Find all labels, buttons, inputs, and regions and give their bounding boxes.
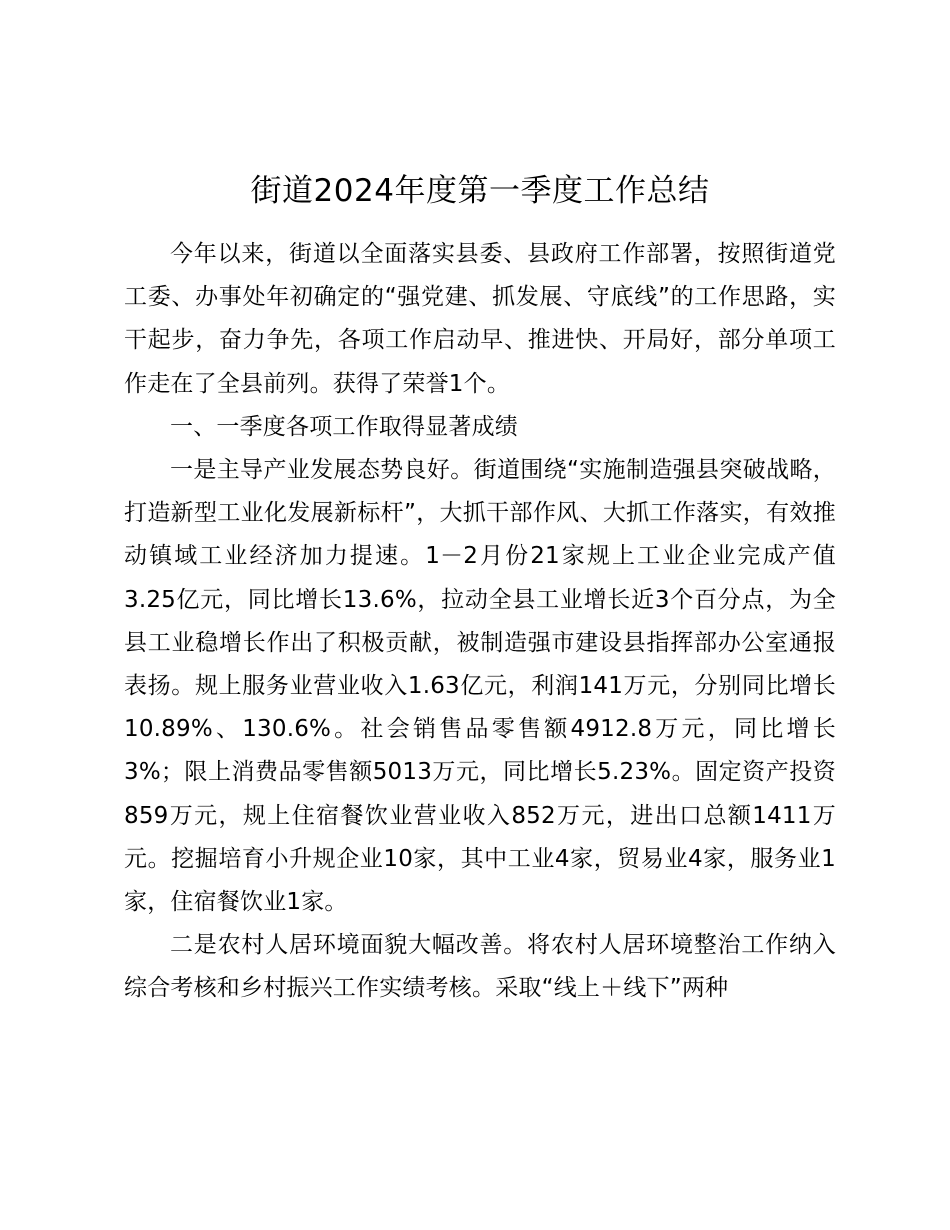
document-body: [124, 233, 836, 1011]
intro-paragraph: 今年以来，街道以全面落实县委、县政府工作部署，按照街道党工委、办事处年初确定的“强党建、抓发展、守底线”的工作思路，实干起步，奋力争先，各项工作启动早、推进快、开局好，部分单项工作走在了全县前列。获得了荣誉1个。: [124, 241, 836, 397]
industry-paragraph: 一是主导产业发展态势良好。街道围绕“实施制造强县突破战略，打造新型工业化发展新标杆”，大抓干部作风、大抓工作落实，有效推动镇域工业经济加力提速。1－2月份21家规上工业企业完成产值3.25亿元，同比增长13.6%，拉动全县工业增长近3个百分点，为全县工业稳增长作出了积极贡献，被制造强市建设县指挥部办公室通报表扬。规上服务业营业收入1.63亿元，利润141万元，分别同比增长10.89%、130.6%。社会销售品零售额4912.8万元，同比增长3%；限上消费品零售额5013万元，同比增长5.23%。固定资产投资859万元，规上住宿餐饮业营业收入852万元，进出口总额1411万元。挖掘培育小升规企业10家，其中工业4家，贸易业4家，服务业1家，住宿餐饮业1家。: [124, 457, 836, 916]
document-title: 街道2024年度第一季度工作总结: [250, 173, 710, 209]
section-heading: 一、一季度各项工作取得显著成绩: [170, 413, 518, 440]
environment-paragraph: 二是农村人居环境面貌大幅改善。将农村人居环境整治工作纳入综合考核和乡村振兴工作实绩考核。采取“线上＋线下”两种: [124, 932, 836, 1002]
